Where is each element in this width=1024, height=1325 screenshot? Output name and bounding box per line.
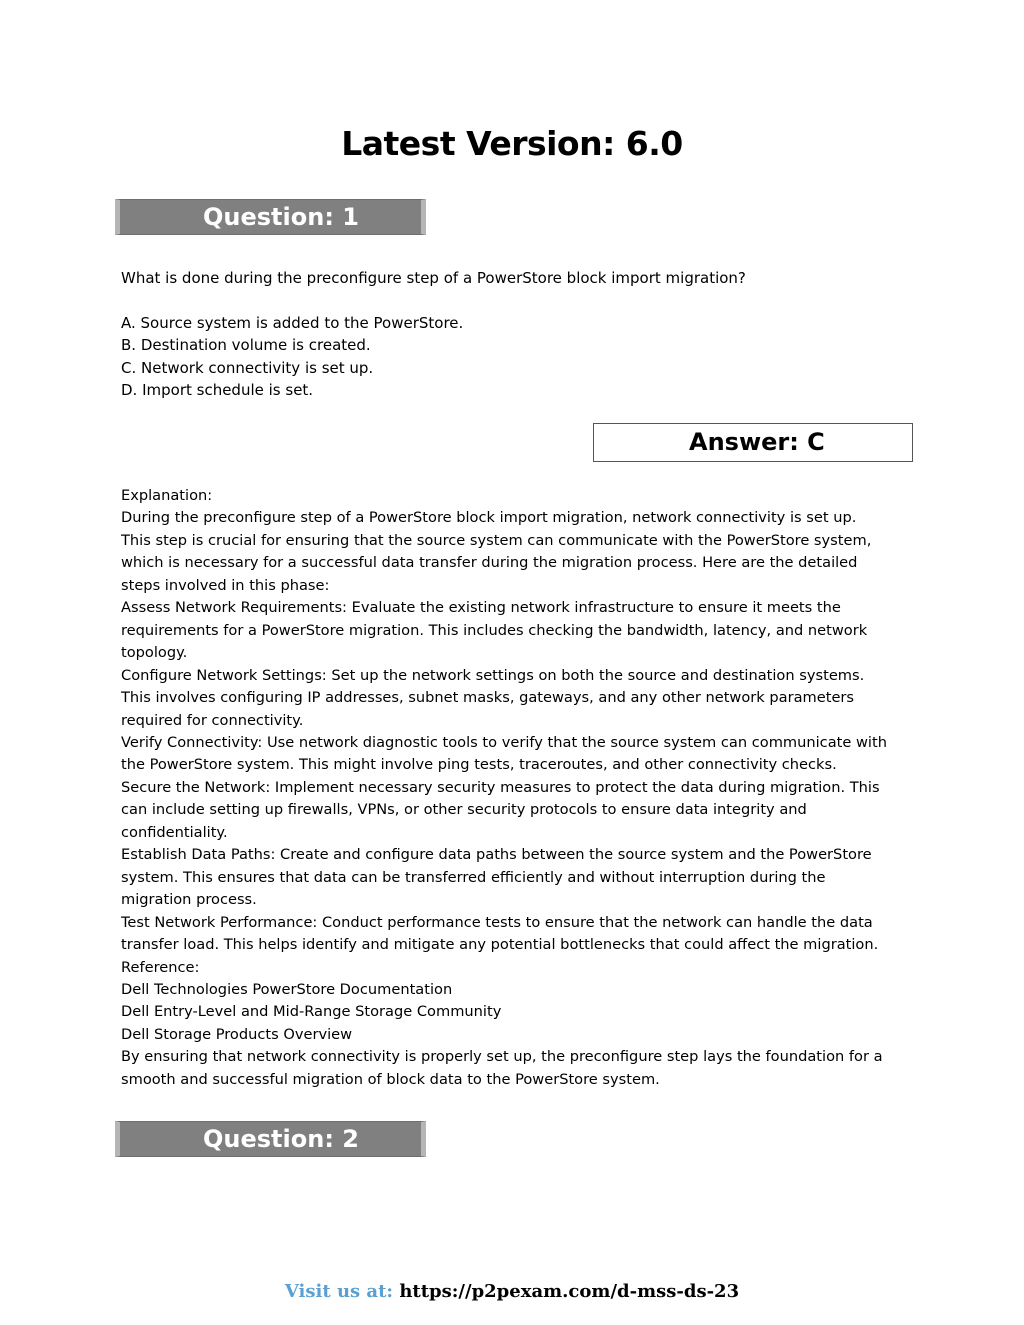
footer xyxy=(0,1281,1024,1302)
option-d: D. Import schedule is set. xyxy=(121,381,314,400)
option-b: B. Destination volume is created. xyxy=(121,336,371,355)
explanation-line: Test Network Performance: Conduct performance tests to ensure that the network can handle the data xyxy=(121,913,873,931)
explanation-line: Verify Connectivity: Use network diagnostic tools to verify that the source system can communicate with xyxy=(121,733,887,751)
reference-item: Dell Entry-Level and Mid-Range Storage Community xyxy=(121,1003,502,1021)
explanation-line: migration process. xyxy=(121,891,257,909)
explanation-line: During the preconfigure step of a PowerStore block import migration, network connectivity is set up. xyxy=(121,509,857,527)
explanation-line: This involves configuring IP addresses, subnet masks, gateways, and any other network parameters xyxy=(121,689,855,707)
question-1-label: Question: 1 xyxy=(203,203,359,231)
question-2-label: Question: 2 xyxy=(203,1125,359,1153)
explanation xyxy=(121,485,911,1091)
explanation-line: confidentiality. xyxy=(121,823,228,841)
question-1-banner xyxy=(115,199,426,235)
explanation-line: transfer load. This helps identify and mitigate any potential bottlenecks that could affect the migration. xyxy=(121,936,879,954)
explanation-line: By ensuring that network connectivity is properly set up, the preconfigure step lays the foundation for a xyxy=(121,1048,883,1066)
footer-label: Visit us at: xyxy=(284,1281,394,1302)
explanation-line: system. This ensures that data can be transferred efficiently and without interruption during the xyxy=(121,868,826,886)
explanation-line: requirements for a PowerStore migration. This includes checking the bandwidth, latency, and network xyxy=(121,621,868,639)
explanation-line: steps involved in this phase: xyxy=(121,576,330,594)
explanation-line: smooth and successful migration of block data to the PowerStore system. xyxy=(121,1070,660,1088)
page-title: Latest Version: 6.0 xyxy=(341,124,683,163)
option-c: C. Network connectivity is set up. xyxy=(121,358,374,377)
explanation-line: can include setting up firewalls, VPNs, or other security protocols to ensure data integrity and xyxy=(121,801,807,819)
explanation-line: topology. xyxy=(121,644,188,662)
explanation-line: required for connectivity. xyxy=(121,711,304,729)
answer-options xyxy=(121,312,463,402)
explanation-line: the PowerStore system. This might involve ping tests, traceroutes, and other connectivity checks. xyxy=(121,756,837,774)
explanation-line: Establish Data Paths: Create and configure data paths between the source system and the PowerStore xyxy=(121,846,872,864)
explanation-line: Explanation: xyxy=(121,487,213,504)
question-1-prompt: What is done during the preconfigure step of a PowerStore block import migration? xyxy=(121,269,746,287)
reference-item: Dell Storage Products Overview xyxy=(121,1025,353,1043)
option-a: A. Source system is added to the PowerStore. xyxy=(121,314,464,332)
explanation-line: Secure the Network: Implement necessary security measures to protect the data during migration. This xyxy=(121,778,880,796)
explanation-line: Reference: xyxy=(121,958,200,976)
explanation-line: which is necessary for a successful data transfer during the migration process. Here are the detailed xyxy=(121,554,858,572)
explanation-line: This step is crucial for ensuring that the source system can communicate with the PowerStore system, xyxy=(121,531,872,549)
reference-item: Dell Technologies PowerStore Documentation xyxy=(121,980,453,998)
answer-box xyxy=(593,423,913,462)
explanation-line: Configure Network Settings: Set up the network settings on both the source and destination systems. xyxy=(121,666,865,684)
explanation-line: Assess Network Requirements: Evaluate the existing network infrastructure to ensure it meets the xyxy=(121,599,841,617)
question-2-banner xyxy=(115,1121,426,1157)
footer-url[interactable]: https://p2pexam.com/d-mss-ds-23 xyxy=(399,1281,740,1302)
answer-label: Answer: C xyxy=(689,428,825,456)
